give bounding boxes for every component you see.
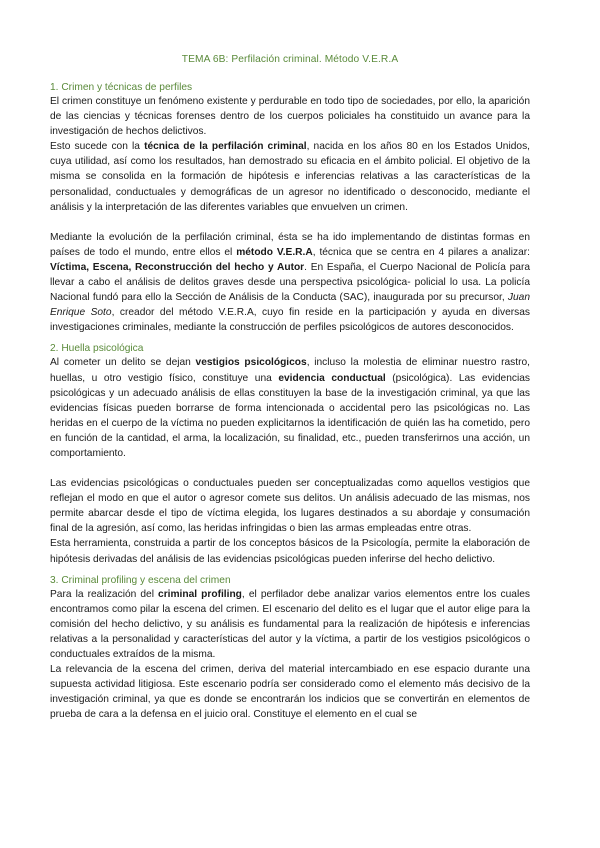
paragraph: Esta herramienta, construida a partir de los conceptos básicos de la Psicología, permite la elaboración de hipótesis derivadas del análisis de las evidencias psicológicas pueden inferirse del hecho delictivo.	[50, 538, 530, 565]
bold-term: evidencia conductual	[278, 372, 386, 384]
italic-name: Juan Enrique Soto	[50, 292, 530, 319]
section-huella-psicologica	[50, 343, 530, 566]
bold-term: Víctima, Escena, Reconstrucción del hecho y Autor	[50, 261, 305, 273]
bold-term: método V.E.R.A	[236, 246, 313, 258]
paragraph: Mediante la evolución de la perfilación criminal, ésta se ha ido implementando de distintas formas en países de todo el mundo, entre ellos el método V.E.R.A, técnica que se centra en 4 pilares a analizar: Víctima, Escena, Reconstrucción del hecho y Autor. En España, el Cuerpo Nacional de Policía para llevar a cabo el análisis de delitos graves desde una perspectiva psicológica- policial lo usa. La policía Nacional fundó para ello la Sección de Análisis de la Conducta (SAC), inaugurada por su precursor, Juan Enrique Soto, creador del método V.E.R.A, cuyo fin reside en la participación y ayuda en diversas investigaciones criminales, mediante la construcción de perfiles psicológicos de autores desconocidos.	[50, 231, 530, 334]
paragraph: Al cometer un delito se dejan vestigios psicológicos, incluso la molestia de eliminar nuestro rastro, huellas, u otro vestigio físico, constituye una evidencia conductual (psicológica). Las evidencias psicológicas y un adecuado análisis de ellas constituyen la base de la investigación criminal, ya que las evidencias físicas pueden borrarse de forma intencionada o accidental pero las psicológicas no. Las heridas en el cuerpo de la víctima no pueden explicitarnos la identificación de quién las ha cometido, pero en función de la cantidad, el arma, la localización, su finalidad, etc., pueden transferirnos una acción, un comportamiento.	[50, 357, 530, 459]
paragraph: Para la realización del criminal profiling, el perfilador debe analizar varios elementos entre los cuales encontramos como pilar la escena del crimen. El escenario del delito es el lugar que el autor elige para la comisión del hecho delictivo, y su análisis es fundamental para la realización de hipótesis e inferencias relativas a la personalidad y características del autor y la víctima, a partir de los vestigios psicológicos o conductuales extraídos de la misma.	[50, 588, 530, 660]
paragraph: El crimen constituye un fenómeno existente y perdurable en todo tipo de sociedades, por ello, la aparición de las ciencias y técnicas forenses dentro de los cuerpos policiales ha constituido un avance para la investigación de hechos delictivos.	[50, 96, 530, 138]
section-criminal-profiling	[50, 575, 530, 723]
bold-term: técnica de la perfilación criminal	[144, 141, 307, 153]
bold-term: criminal profiling	[158, 588, 242, 600]
bold-term: vestigios psicológicos	[195, 357, 307, 369]
paragraph: Esto sucede con la técnica de la perfilación criminal, nacida en los años 80 en los Estados Unidos, cuya utilidad, así como los resultados, han demostrado su eficacia en el ámbito policial. El objetivo de la misma se consolida en la formación de hipótesis e inferencias relativas a las características de la personalidad, conductuales y demográficas de un agresor no identificado o desconocido, mediante el análisis y la interpretación de las diferentes variables que envuelven un crimen.	[50, 141, 530, 213]
section-heading: 1. Crimen y técnicas de perfiles	[50, 82, 193, 93]
paragraph: La relevancia de la escena del crimen, deriva del material intercambiado en ese espacio durante una supuesta actividad litigiosa. Este escenario podría ser considerado como el elemento más decisivo de la investigación criminal, ya que es donde se encontrarán los indicios que se convertirán en elementos de prueba de cara a la defensa en el juicio oral. Constituye el elemento en el cual se	[50, 664, 530, 721]
document-title: TEMA 6B: Perfilación criminal. Método V.E.R.A	[181, 54, 399, 65]
section-heading: 3. Criminal profiling y escena del crimen	[50, 574, 231, 586]
section-crimen-tecnicas	[50, 82, 530, 335]
section-heading: 2. Huella psicológica	[50, 343, 144, 355]
paragraph: Las evidencias psicológicas o conductuales pueden ser conceptualizadas como aquellos vestigios que reflejan el modo en que el autor o agresor comete sus delitos. Un análisis adecuado de las mismas, nos permite abarcar desde el tipo de víctima elegida, los lugares destinados a su abordaje y consumación final de la agresión, así como, las heridas infringidas o bien las armas empleadas entre otras.	[50, 478, 530, 535]
